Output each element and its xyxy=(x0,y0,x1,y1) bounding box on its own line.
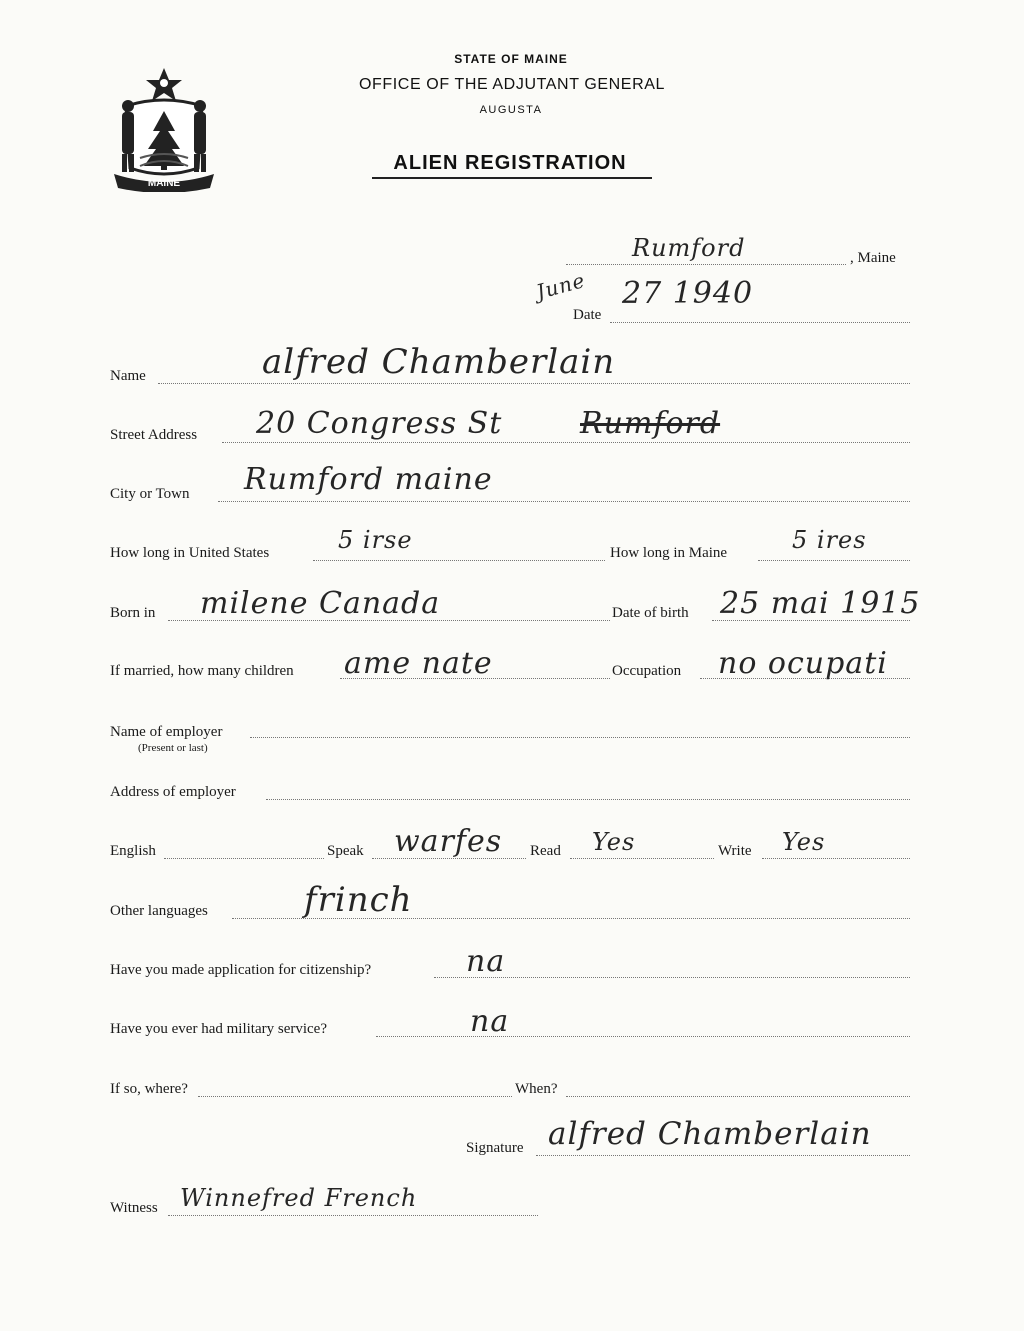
citizenship-label: Have you made application for citizenship? xyxy=(110,962,372,978)
where-label: If so, where? xyxy=(110,1081,188,1097)
us-time-label: How long in United States xyxy=(110,545,270,561)
signature-line xyxy=(536,1155,910,1156)
name-label: Name xyxy=(110,368,146,384)
read-value: Yes xyxy=(592,828,636,856)
occupation-label: Occupation xyxy=(612,663,682,679)
other-languages-label: Other languages xyxy=(110,903,208,919)
title-underline xyxy=(372,177,652,179)
speak-label: Speak xyxy=(327,843,364,859)
employer-address-line xyxy=(266,799,910,800)
city-value: Rumford maine xyxy=(244,462,493,497)
citizenship-line xyxy=(434,977,910,978)
employer-address-label: Address of employer xyxy=(110,784,236,800)
signature-value: alfred Chamberlain xyxy=(548,1116,872,1152)
form-title: ALIEN REGISTRATION xyxy=(393,152,627,174)
street-value: 20 Congress St xyxy=(256,406,503,441)
street-line xyxy=(222,442,910,443)
other-languages-value: frinch xyxy=(304,880,413,920)
date-value: 27 1940 xyxy=(622,276,754,311)
military-line xyxy=(376,1036,910,1037)
date-line xyxy=(610,322,910,323)
maine-time-value: 5 ires xyxy=(792,526,867,554)
citizenship-value: na xyxy=(466,944,506,979)
children-label: If married, how many children xyxy=(110,663,294,679)
military-value: na xyxy=(470,1004,510,1039)
write-label: Write xyxy=(718,843,752,859)
read-label: Read xyxy=(530,843,561,859)
date-month: June xyxy=(533,267,588,305)
city-label: City or Town xyxy=(110,486,190,502)
english-line xyxy=(164,858,324,859)
place-line xyxy=(566,264,846,265)
office-heading: OFFICE OF THE ADJUTANT GENERAL xyxy=(358,76,666,93)
name-value: alfred Chamberlain xyxy=(262,342,616,382)
occupation-value: no ocupati xyxy=(718,646,888,681)
born-in-label: Born in xyxy=(110,605,156,621)
children-value: ame nate xyxy=(344,646,493,681)
english-label: English xyxy=(110,843,156,859)
where-line xyxy=(198,1096,512,1097)
signature-label: Signature xyxy=(466,1140,524,1156)
dob-value: 25 mai 1915 xyxy=(720,586,921,621)
place-value: Rumford xyxy=(632,234,746,262)
witness-line xyxy=(168,1215,538,1216)
employer-label: Name of employer xyxy=(110,724,223,740)
speak-value: warfes xyxy=(394,824,503,859)
maine-time-label: How long in Maine xyxy=(610,545,728,561)
employer-line xyxy=(250,737,910,738)
name-line xyxy=(158,383,910,384)
read-line xyxy=(570,858,714,859)
born-in-value: milene Canada xyxy=(200,586,441,621)
write-line xyxy=(762,858,910,859)
street-label: Street Address xyxy=(110,427,198,443)
military-label: Have you ever had military service? xyxy=(110,1021,327,1037)
witness-label: Witness xyxy=(110,1200,158,1216)
city-heading: AUGUSTA xyxy=(479,104,543,116)
seal-label: MAINE xyxy=(147,178,181,189)
date-label: Date xyxy=(573,307,602,323)
employer-sublabel: (Present or last) xyxy=(138,742,208,754)
street-struck-value: Rumford xyxy=(580,406,721,441)
when-label: When? xyxy=(515,1081,558,1097)
witness-value: Winnefred French xyxy=(180,1184,418,1212)
dob-label: Date of birth xyxy=(612,605,689,621)
city-line xyxy=(218,501,910,502)
state-heading: STATE OF MAINE xyxy=(454,52,568,66)
write-value: Yes xyxy=(782,828,826,856)
when-line xyxy=(566,1096,910,1097)
place-suffix: , Maine xyxy=(850,250,896,266)
us-time-value: 5 irse xyxy=(338,526,413,554)
us-time-line xyxy=(313,560,605,561)
maine-time-line xyxy=(758,560,910,561)
